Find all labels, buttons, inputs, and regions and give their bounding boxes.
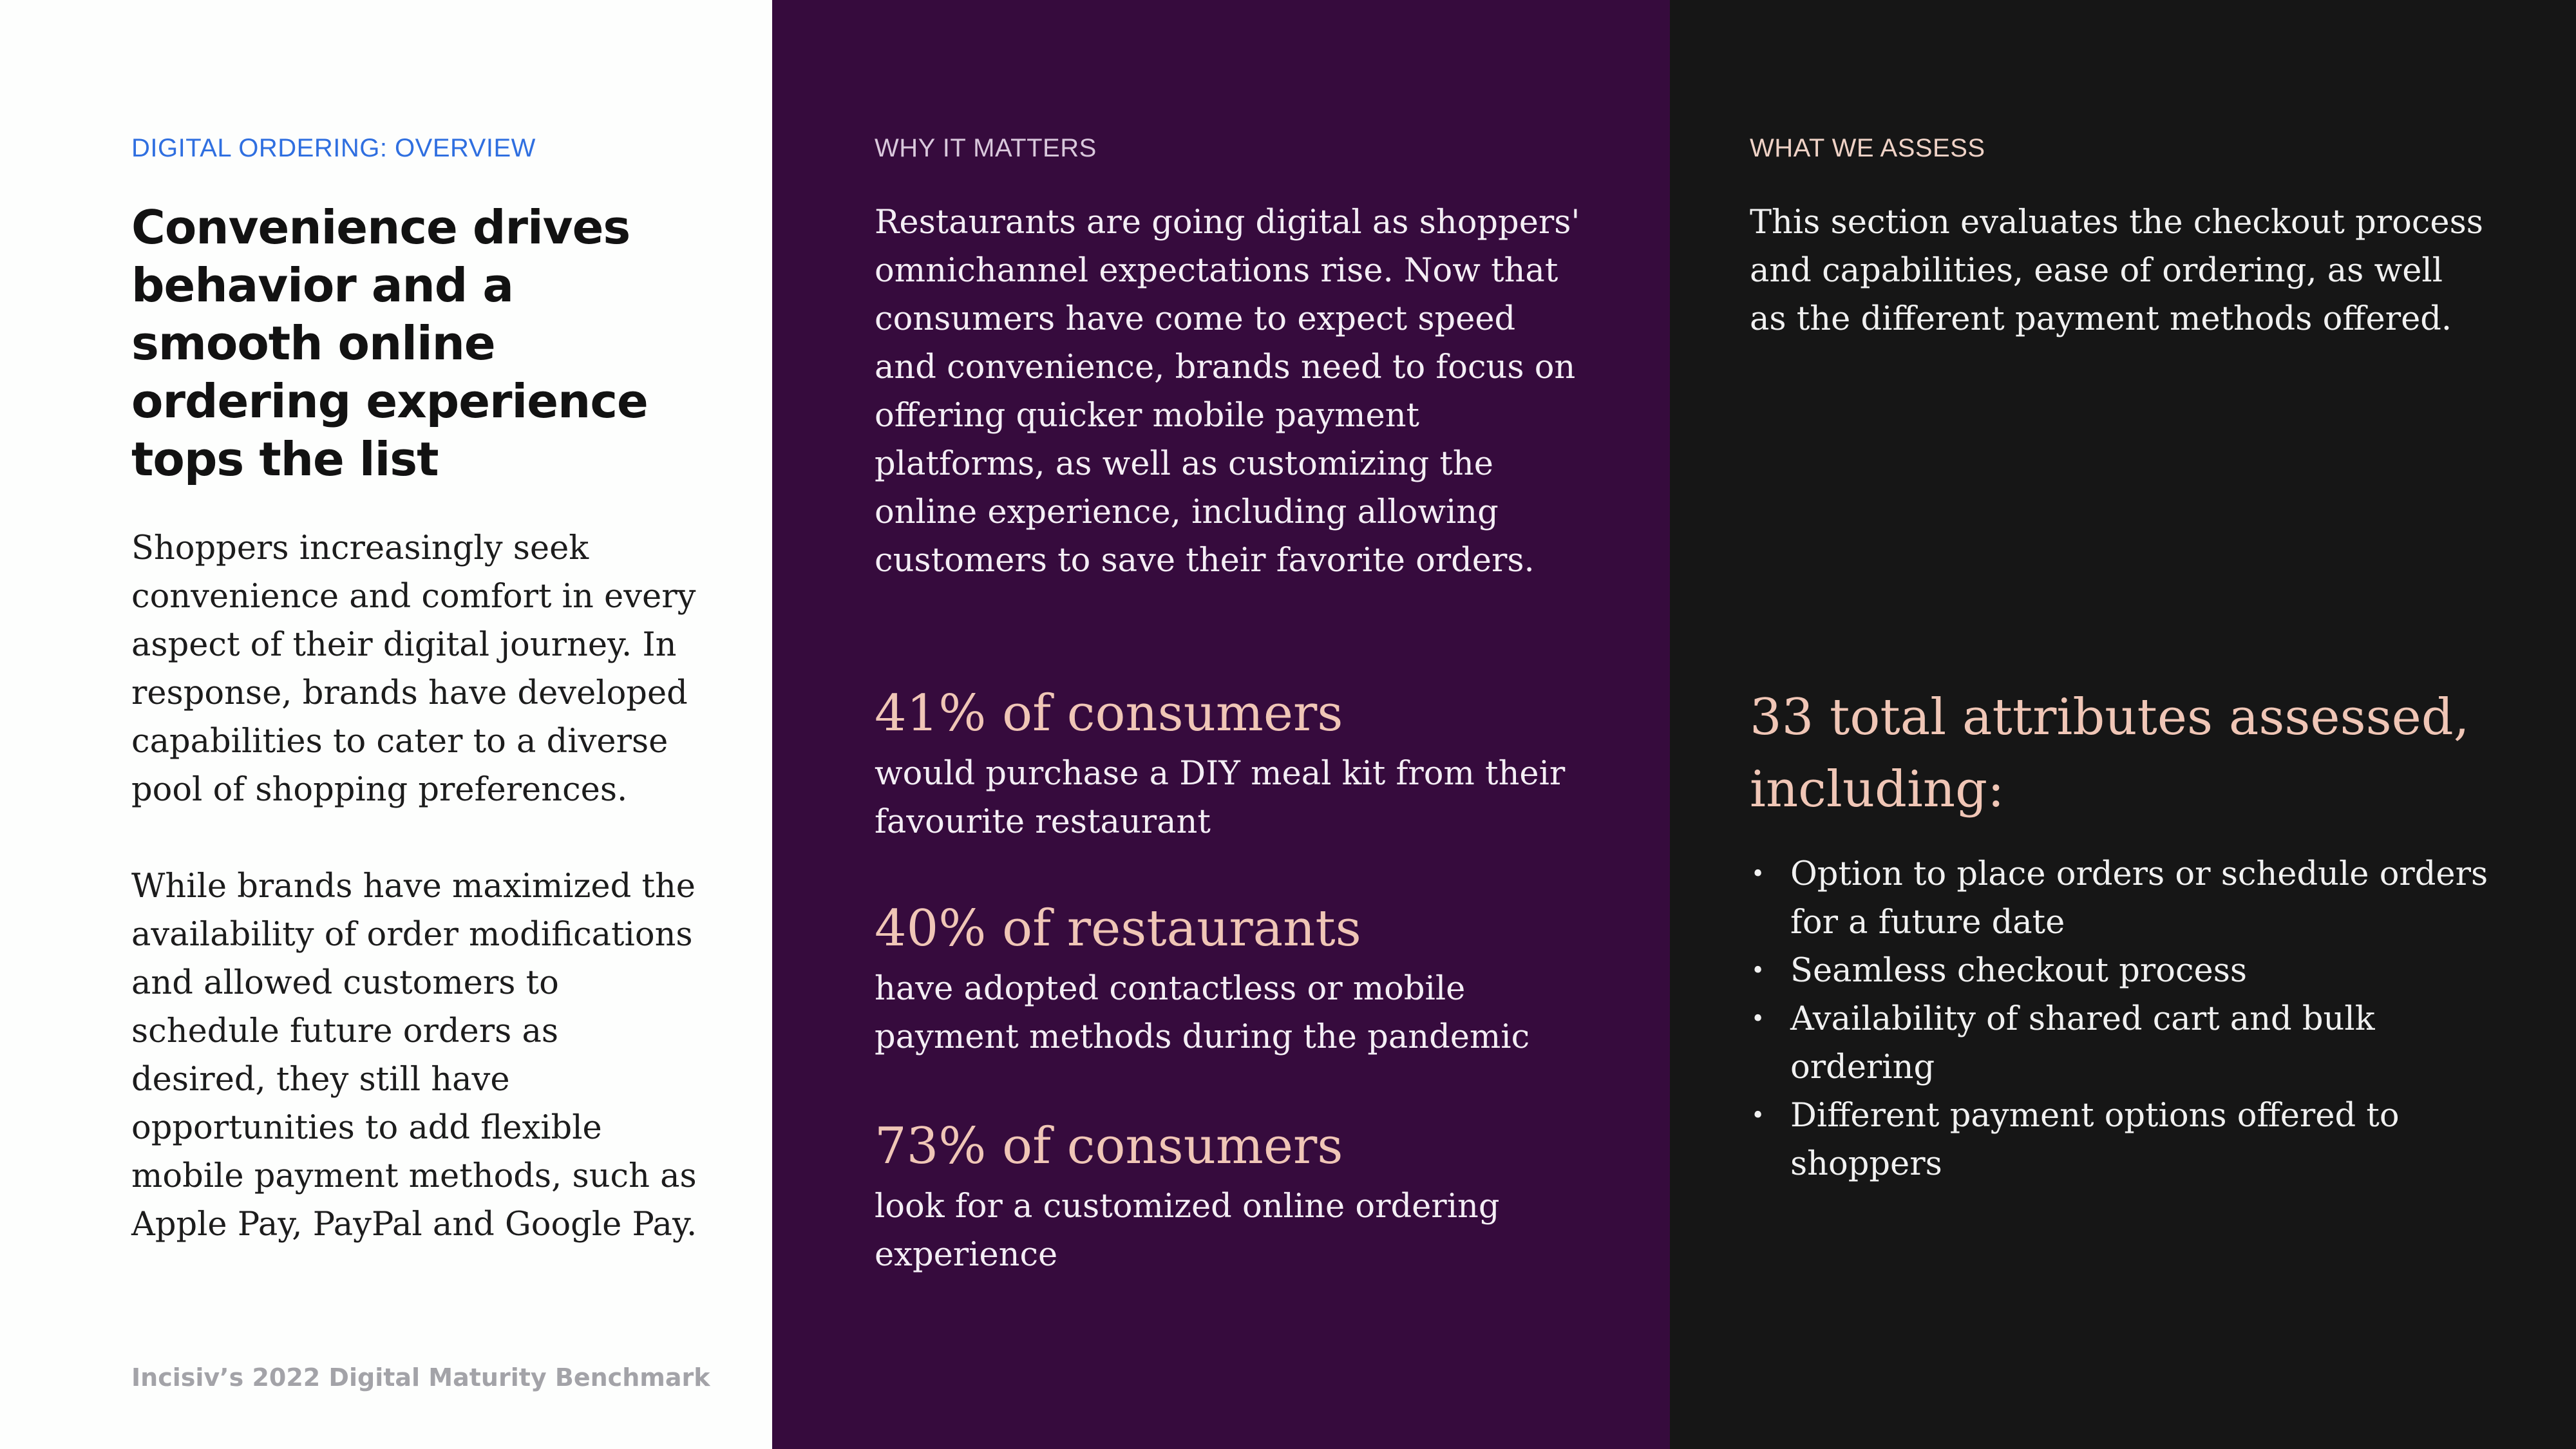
attributes-heading: 33 total attributes assessed, including: [1750,688,2470,819]
list-item-text: Option to place orders or schedule orders for a future date [1790,855,2488,942]
report-footer: Incisiv’s 2022 Digital Maturity Benchmark [131,1363,710,1392]
why-it-matters-intro: Restaurants are going digital as shoppers' omnichannel expectations rise. Now that consumers have come to expect speed and convenience, brands need to focus on offering quicker mobile payment platforms, as well as customizing the online experience, including allowing customers to save their favorite orders. [875,204,1580,580]
stat-block [875,896,1615,1061]
stat-figure: 41% of consumers [875,685,1343,743]
list-item-text: Different payment options offered to shoppers [1790,1097,2400,1183]
what-we-assess-eyebrow: WHAT WE ASSESS [1750,134,1985,162]
overview-eyebrow: DIGITAL ORDERING: OVERVIEW [131,134,536,162]
stat-description: have adopted contactless or mobile payment methods during the pandemic [875,970,1530,1056]
bullet-icon: • [1751,1006,1765,1032]
stat-description: look for a customized online ordering experience [875,1188,1500,1274]
bullet-icon: • [1751,861,1765,887]
stat-figure: 73% of consumers [875,1117,1343,1175]
stat-block [875,681,1615,846]
why-it-matters-panel [772,0,1670,1449]
overview-paragraph-2: While brands have maximized the availability of order modifications and allowed customers to schedule future orders as desired, they still have opportunities to add flexible mobile payment methods, such as Apple Pay, PayPal and Google Pay. [131,867,697,1244]
why-it-matters-eyebrow: WHY IT MATTERS [875,134,1097,162]
stat-description: would purchase a DIY meal kit from their favourite restaurant [875,755,1566,841]
what-we-assess-panel [1670,0,2576,1449]
attributes-list [1750,850,2490,1188]
list-item [1750,947,2490,995]
list-item [1750,850,2490,947]
list-item-text: Availability of shared cart and bulk ordering [1790,1000,2375,1086]
overview-panel [0,0,772,1449]
overview-paragraph-1: Shoppers increasingly seek convenience and comfort in every aspect of their digital journey. In response, brands have developed capabilities to cater to a diverse pool of shopping preferences. [131,529,696,809]
bullet-icon: • [1751,958,1765,984]
overview-headline: Convenience drives behavior and a smooth online ordering experience tops the list [131,200,648,486]
what-we-assess-intro: This section evaluates the checkout process and capabilities, ease of ordering, as well as the different payment methods offered. [1750,204,2483,338]
stat-block [875,1114,1615,1279]
stat-figure: 40% of restaurants [875,900,1361,958]
list-item [1750,1092,2490,1188]
list-item-text: Seamless checkout process [1790,952,2248,990]
list-item [1750,995,2490,1092]
bullet-icon: • [1751,1103,1765,1129]
